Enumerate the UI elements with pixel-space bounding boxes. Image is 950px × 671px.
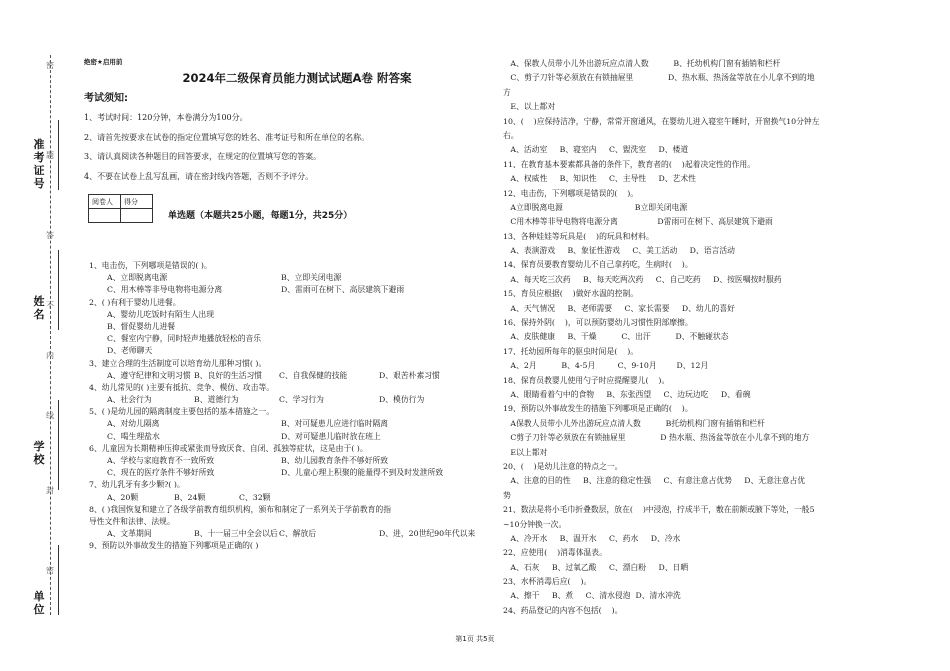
question-option: A、立即脱离电源 — [107, 273, 168, 283]
question-line: C、剪子刀针等必须放在有锁抽屉里 D、热水瓶、热汤盆等放在小儿拿不到的地 — [503, 73, 815, 83]
question-option: A、文革期间 — [107, 529, 152, 539]
question-option: B、十一届三中全会以后 — [194, 529, 278, 539]
option-row — [89, 272, 489, 284]
question-option: D、雷雨可在树下、高层建筑下避雨 — [281, 285, 405, 295]
question-stem: 3、建立合理的生活制度可以培育幼儿那种习惯( )。 — [89, 358, 267, 368]
question-line: 20、( )是幼儿注意的特点之一。 — [503, 461, 623, 471]
question-line: 势 — [503, 490, 511, 500]
question-option: C、解放后 — [279, 529, 317, 539]
page-footer: 第1页 共5页 — [455, 635, 495, 643]
question-option: B、立即关闭电源 — [281, 273, 342, 283]
question-line: C剪子刀针等必须放在有锁抽屉里 D 热水瓶、热汤盆等放在小儿拿不到的地方 — [503, 433, 810, 443]
margin-char: 内 — [46, 351, 54, 360]
unit-label: 单位 — [33, 590, 45, 616]
question-line: A立即脱离电源 B立即关闭电源 — [503, 202, 688, 212]
question-line: A、擦干 B、煮 C、清水侵泡 D、清水冲洗 — [503, 591, 681, 601]
question-option: C、学习行为 — [279, 395, 324, 405]
name-label: 姓名 — [33, 295, 45, 321]
exam-number-field[interactable] — [58, 120, 59, 190]
question-option: A、学校与家庭教育不一致所致 — [107, 456, 214, 465]
exam-number-label: 准考证号 — [33, 138, 45, 190]
left-column — [84, 56, 484, 189]
question-line: 24、药品登记的内容不包括( )。 — [503, 605, 623, 615]
left-question-list — [89, 260, 489, 553]
question-line: A、活动室 B、寝室内 C、盥洗室 D、楼道 — [503, 145, 689, 155]
option-row — [89, 431, 489, 443]
question-line: 21、数法是将小毛巾折叠数层，放在( )中浸泡，拧成半干，敷在前额或腋下等处，一般5 — [503, 505, 815, 515]
question-option: B、道德行为 — [194, 395, 239, 405]
margin-char: 答 — [46, 231, 54, 240]
question-line: A、石灰 B、过氧乙酸 C、漂白粉 D、日晒 — [503, 562, 689, 572]
question-option: C、餐室内宁静，同时轻声地播放轻松的音乐 — [107, 334, 262, 344]
question-option: B、幼儿园教育条件不够好所致 — [281, 456, 389, 465]
question-option: C、喝生理盐水 — [107, 431, 160, 441]
question-line: E以上都对 — [503, 447, 548, 457]
question-option: B、督促婴幼儿进餐 — [107, 321, 176, 331]
reviewer-cell: 阅卷人 — [89, 195, 121, 209]
question-option: B、24颗 — [174, 492, 206, 502]
question-line: A、注意的目的性 B、注意的稳定性强 C、有意注意占优势 D、无意注意占优 — [503, 476, 806, 486]
question-line: 19、预防以外事故发生的措施下列哪项是正确的( )。 — [503, 404, 693, 414]
right-question-list — [503, 57, 923, 618]
question-line: A、皮肤健康 B、干燥 C、出汗 D、不触碰状态 — [503, 332, 729, 342]
section-title: 单选题（本题共25小题，每题1分，共25分） — [168, 211, 353, 221]
option-row — [89, 394, 489, 406]
question-stem: 2、( )有利于婴幼儿进餐。 — [89, 297, 181, 307]
question-option: D、模仿行为 — [379, 395, 425, 405]
margin-mark-top: 密 — [46, 61, 54, 70]
question-line: A、天气情况 B、老师需要 C、家长需要 D、幼儿的喜好 — [503, 303, 735, 313]
question-option: D、艰苦朴素习惯 — [379, 370, 440, 380]
question-option: 导性文件和法律、法规。 — [89, 516, 175, 526]
question-stem: 9、预防以外事故发生的措施下列哪项是正确的( ) — [89, 541, 259, 551]
unit-field[interactable] — [58, 545, 59, 615]
question-stem: 5、( )是幼儿园的隔离制度主要包括的基本措施之一。 — [89, 407, 275, 417]
question-line: A、保教人员带小儿外出游玩应点清人数 B、托幼机构门窗有插销和栏杆 — [503, 59, 781, 68]
exam-title: 2024年二级保育员能力测试试题A卷 附答案 — [182, 71, 412, 85]
score-cell: 得分 — [121, 195, 153, 209]
score-input[interactable] — [121, 209, 153, 223]
question-stem: 6、儿童因为长期精神压抑或紧张而导致厌食、自闭、孤独等症状，这是由于( )。 — [89, 443, 368, 453]
question-line: A、每天吃三次药 B、每天吃两次药 C、自己吃药 D、按医嘱按时服药 — [503, 274, 782, 284]
question-line: ~10分钟换一次。 — [503, 519, 567, 529]
option-row — [89, 492, 489, 504]
secret-mark: 绝密★启用前 — [84, 58, 123, 66]
notice-item: 1、考试时间：120分钟，本卷满分为100分。 — [84, 113, 248, 122]
question-option: B、对可疑患儿应进行临时隔离 — [281, 419, 389, 429]
notice-item: 4、不要在试卷上乱写乱画，请在密封线内答题，否则不予评分。 — [84, 171, 314, 181]
question-option: A、婴幼儿吃饭时有陌生人出现 — [107, 309, 214, 319]
question-option: C、自我保健的技能 — [279, 370, 348, 380]
question-option: C、32颗 — [239, 492, 271, 502]
grader-table — [88, 194, 153, 223]
question-option: D、儿童心理上积聚的能量得不到及时发泄所致 — [281, 468, 444, 478]
question-line: A保教人员带小儿外出游玩应点清人数 B托幼机构门窗有插销和栏杆 — [503, 418, 765, 428]
question-line: C用木棒等非导电物将电源分离 D雷雨可在树下、高层建筑下避雨 — [503, 217, 773, 227]
question-option: D、进，20世纪90年代以来 — [379, 529, 476, 539]
question-line: 18、保育员教婴儿使用勺子时应提醒婴儿( )。 — [503, 375, 670, 385]
name-field[interactable] — [58, 250, 59, 330]
question-line: 方 — [503, 87, 511, 97]
margin-char: 题 — [46, 151, 54, 160]
margin-char: 密 — [46, 566, 54, 575]
question-line: 12、电击伤，下列哪项是错误的( )。 — [503, 188, 639, 198]
question-option: A、对幼儿隔离 — [107, 419, 160, 429]
notice-item: 2、请首先按要求在试卷的指定位置填写您的姓名、准考证号和所在单位的名称。 — [84, 132, 370, 142]
question-line: A、冷开水 B、温开水 C、药水 D、冷水 — [503, 533, 681, 543]
question-line: 13、各种娃娃等玩具是( )的玩具和材料。 — [503, 231, 654, 241]
question-line: 16、保持外阴( )，可以预防婴幼儿习惯性阴部摩擦。 — [503, 318, 693, 328]
notice-item: 3、请认真阅读各种题目的回答要求，在规定的位置填写您的答案。 — [84, 152, 322, 161]
question-option: A、20颗 — [107, 492, 139, 502]
question-line: A、权威性 B、知识性 C、主导性 D、艺术性 — [503, 174, 696, 184]
question-line: 14、保育员要教育婴幼儿不自己拿药吃，生病时( )。 — [503, 260, 693, 270]
option-row — [89, 455, 489, 467]
question-stem: 1、电击伤，下列哪项是错误的( )。 — [89, 261, 212, 270]
question-option: C、用木棒等非导电物将电源分离 — [107, 285, 223, 295]
question-option: D、老师聊天 — [107, 346, 153, 356]
margin-char: 不 — [46, 301, 54, 310]
option-row — [89, 467, 489, 479]
question-line: 15、育员应根据( )做好水温的控制。 — [503, 289, 639, 299]
margin-char: 封 — [46, 486, 54, 495]
notice-heading: 考试须知: — [84, 93, 128, 104]
school-field[interactable] — [58, 400, 59, 490]
question-stem: 8、( )我国恢复和建立了各级学前教育组织机构，颁布和制定了一系列关于学前教育的指 — [89, 504, 392, 514]
question-line: A、表演游戏 B、象征性游戏 C、美工活动 D、语言活动 — [503, 246, 735, 256]
school-label: 学校 — [33, 440, 45, 466]
question-option: D、对可疑患儿临时放在班上 — [281, 431, 381, 441]
question-line: A、眼睛看着勺中的食物 B、东张西望 C、边玩边吃 D、看碗 — [503, 389, 751, 399]
question-line: 11、在教育基本要素都具备的条件下，教育者的( )起着决定性的作用。 — [503, 159, 756, 169]
question-option: A、遵守纪律和文明习惯 — [107, 370, 191, 380]
question-line: 22、应使用( )消毒体温表。 — [503, 548, 607, 558]
question-line: E、以上都对 — [503, 102, 556, 112]
question-line: 10、( )应保持洁净，宁静，常常开窗通风，在婴幼儿进入寝室午睡时，开窗换气10分钟左 — [503, 116, 820, 126]
seal-line — [50, 55, 51, 615]
question-line: 23、水杯消毒后应( )。 — [503, 577, 592, 587]
binding-margin — [0, 0, 70, 671]
question-line: 右。 — [503, 130, 519, 140]
reviewer-input[interactable] — [89, 209, 121, 223]
option-row — [89, 370, 489, 382]
margin-char: 线 — [46, 411, 54, 420]
question-line: A、2月 B、4-5月 C、9-10月 D、12月 — [503, 361, 709, 371]
question-option: A、社会行为 — [107, 395, 152, 405]
question-stem: 7、幼儿乳牙有多少颗?( )。 — [89, 480, 185, 490]
question-option: B、良好的生活习惯 — [194, 370, 263, 380]
option-row — [89, 284, 489, 296]
question-stem: 4、幼儿常见的( )主要有抵抗、竞争、模仿、攻击等。 — [89, 382, 275, 392]
question-line: 17、托幼园所每年的驱虫时间是( )。 — [503, 346, 639, 356]
question-option: C、现在的医疗条件不够好所致 — [107, 468, 215, 478]
option-row — [89, 418, 489, 430]
option-row — [89, 528, 489, 540]
